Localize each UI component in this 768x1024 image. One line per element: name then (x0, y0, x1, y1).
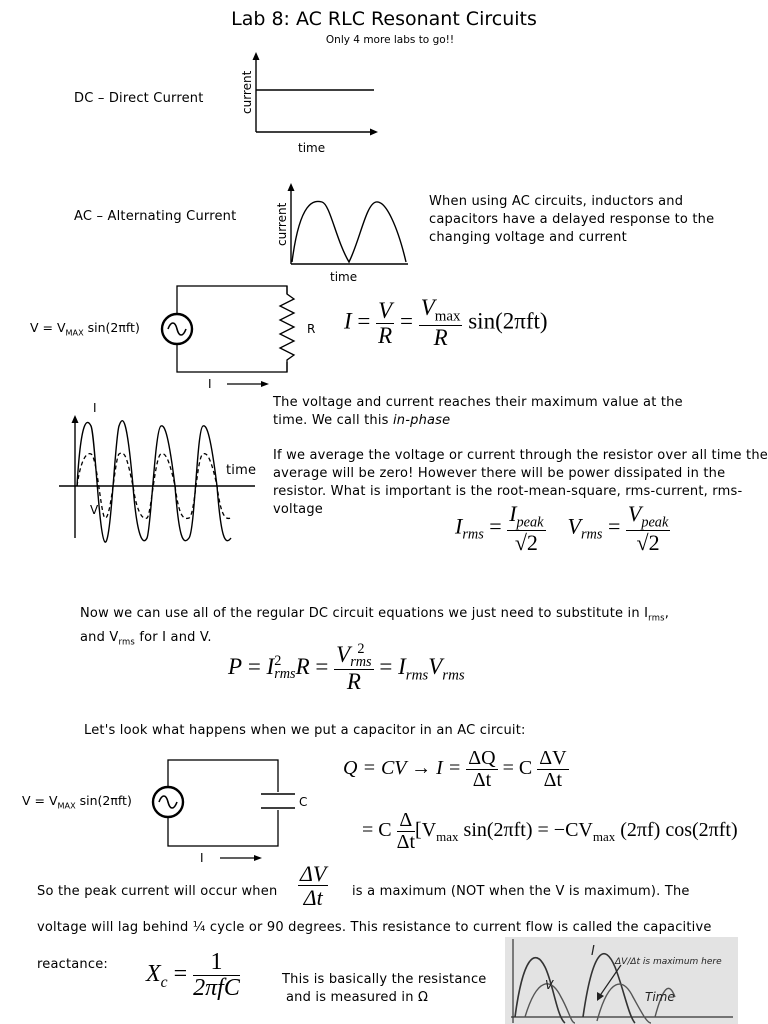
reactance-label: reactance: (37, 957, 108, 972)
inset-annotation: ΔV/Δt is maximum here (615, 957, 722, 967)
capacitor-label: C (299, 795, 308, 809)
page-title: Lab 8: AC RLC Resonant Circuits (231, 8, 537, 30)
peak-current-text-b: is a maximum (NOT when the V is maximum). The (352, 884, 690, 899)
capacitor-equation-line1: Q = CV → I = $\frac{\Delta Q}{\Delta t}$ = C $\frac{\Delta V}{\Delta t}$ (343, 747, 567, 791)
resistor-source-equation: $V = V_{MAX}$ sin(2πft) (30, 320, 140, 338)
in-phase-paragraph: The voltage and current reaches their maximum value at the time. We call this in-phase (273, 395, 683, 428)
capacitor-source-equation: $V = V_{MAX}$ sin(2πft) (22, 793, 132, 811)
inset-graph-photo (505, 937, 738, 1024)
phase-current-label: I (93, 401, 97, 415)
ohms-law-equation: I = $\frac{V}{R}$ = $\frac{V_{max}}{R}$ sin(2πft) (344, 295, 548, 351)
capacitor-intro: Let's look what happens when we put a capacitor in an AC circuit: (84, 723, 526, 738)
inset-i-label: I (591, 944, 595, 959)
reactance-note: This is basically the resistance and is measured in Ω (282, 972, 487, 1005)
ac-note: When using AC circuits, inductors and capacitors have a delayed response to the changing voltage and current (429, 194, 715, 245)
ac-label: AC – Alternating Current (74, 209, 237, 224)
reactance-equation: $X_c$ = $\frac{1}{\text{2πfC}}$ (146, 949, 240, 1002)
dc-y-label: current (240, 70, 254, 114)
capacitor-loop (168, 760, 278, 846)
dc-x-arrow (370, 129, 378, 136)
dc-graph (236, 52, 386, 160)
ac-y-arrow (288, 183, 295, 191)
dv-dt-fraction: $\frac{\Delta V}{\Delta t}$ (300, 861, 327, 911)
ac-y-label: current (275, 202, 289, 246)
power-equation: P = I 2 rms R = V 2 rms R = $I_{rms}V_{rms}$ (228, 641, 465, 694)
capacitor-equation-line2: = C $\frac{\Delta}{\Delta t}$ [$V_{max}$ $\sin(2\pi ft) = -CV_{max}$ (2πf) cos(2πft) (362, 809, 738, 853)
dc-x-label: time (298, 141, 326, 155)
substitute-paragraph: Now we can use all of the regular DC circuit equations we just need to substitute in $I_{rms}$, and $V_{rms}$ for I and V. (80, 606, 670, 647)
resistor-circuit (155, 282, 325, 390)
capacitor-current-label: I (200, 851, 204, 865)
phase-voltage-label: V (90, 503, 99, 517)
rms-equations: $I_{rms}$ = $\frac{I_{peak}}{√2}$ $V_{rms}$ = $\frac{V_{peak}}{√2}$ (455, 501, 669, 556)
ac-wave (292, 201, 406, 262)
dc-label: DC – Direct Current (74, 91, 204, 106)
inset-v-label: V (545, 978, 554, 992)
lag-line: voltage will lag behind ¼ cycle or 90 degrees. This resistance to current flow is called the capacitive (37, 920, 712, 935)
resistor-loop (177, 286, 287, 372)
average-paragraph: If we average the voltage or current through the resistor over all time the average will be zero! However there will be power dissipated in the resistor. What is important is the root-mean-square, rms-current, rms-voltage (273, 448, 768, 517)
phase-x-label: time (226, 463, 257, 478)
inset-graph (505, 937, 738, 1024)
dc-y-arrow (253, 52, 260, 60)
resistor-label: R (307, 322, 316, 336)
capacitor-circuit (148, 754, 308, 866)
inset-time-label: Time (645, 990, 675, 1004)
ac-graph (270, 180, 415, 284)
peak-current-text-a: So the peak current will occur when (37, 884, 278, 899)
ac-x-label: time (330, 270, 358, 284)
resistor-current-label: I (208, 377, 212, 390)
page-subtitle: Only 4 more labs to go!! (325, 34, 455, 46)
